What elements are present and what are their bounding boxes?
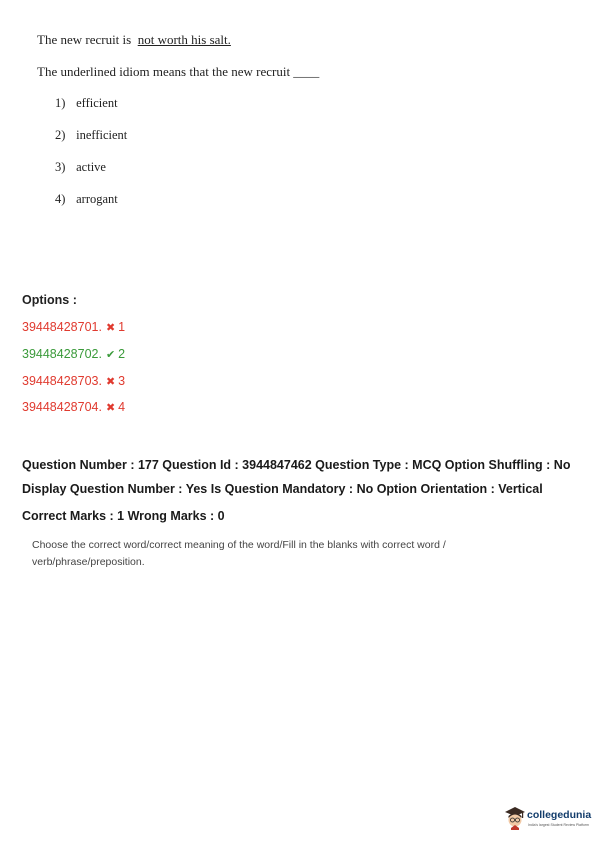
question-prompt: The underlined idiom means that the new recruit ____: [37, 64, 320, 79]
option-id: 39448428702.: [22, 347, 102, 361]
question-stem-prefix: The new recruit is: [37, 32, 132, 47]
option-id: 39448428704.: [22, 400, 102, 414]
choice-number: 4): [55, 192, 66, 206]
logo-wordmark: collegedunia: [527, 809, 592, 821]
underlined-idiom: not worth his salt.: [137, 32, 231, 47]
choice-text: active: [76, 160, 106, 174]
choice-text: inefficient: [76, 128, 128, 142]
cross-icon: ✖: [105, 322, 116, 334]
cross-icon: ✖: [105, 376, 116, 388]
option-id: 39448428701.: [22, 320, 102, 334]
question-marks-line: Correct Marks : 1 Wrong Marks : 0: [22, 509, 225, 523]
choice-text: efficient: [76, 96, 118, 110]
choice-4: [55, 192, 118, 207]
option-row-1: [22, 320, 125, 334]
check-icon: ✔: [105, 349, 116, 361]
question-meta-line-1: Question Number : 177 Question Id : 3944847462 Question Type : MCQ Option Shuffling : No: [22, 458, 571, 472]
choice-1: [55, 96, 118, 111]
choice-number: 3): [55, 160, 66, 174]
cross-icon: ✖: [105, 402, 116, 414]
option-label: 1: [118, 320, 126, 334]
option-row-4: [22, 400, 125, 414]
option-row-3: [22, 374, 125, 388]
choice-3: [55, 160, 106, 175]
logo-tagline: India's largest Student Review Platform: [528, 823, 589, 827]
option-label: 4: [118, 400, 126, 414]
option-label: 3: [118, 374, 126, 388]
question-stem: [37, 32, 231, 48]
choice-2: [55, 128, 127, 143]
options-heading: Options :: [22, 293, 77, 307]
option-label: 2: [118, 347, 126, 361]
choice-text: arrogant: [76, 192, 118, 206]
choice-number: 1): [55, 96, 66, 110]
option-row-2: [22, 347, 125, 361]
graduate-mascot-icon: [504, 806, 526, 830]
question-meta-line-2: Display Question Number : Yes Is Question Mandatory : No Option Orientation : Vertical: [22, 482, 543, 496]
choice-number: 2): [55, 128, 66, 142]
option-id: 39448428703.: [22, 374, 102, 388]
question-instruction: Choose the correct word/correct meaning of the word/Fill in the blanks with correct word / verb/phrase/preposition.: [32, 539, 446, 568]
collegedunia-logo: [504, 806, 590, 832]
